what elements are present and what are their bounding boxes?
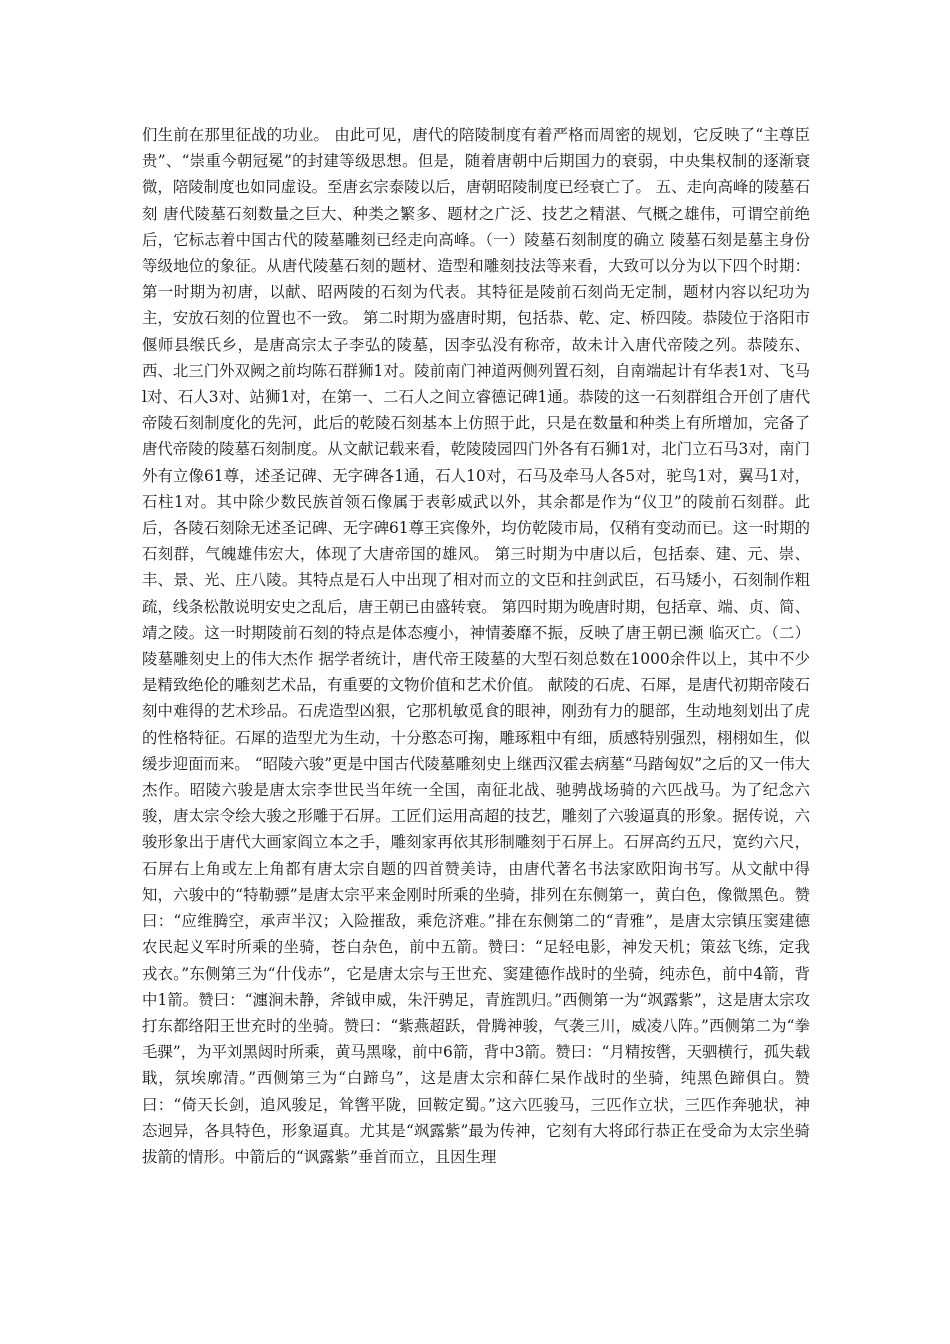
body-text: 们生前在那里征战的功业。 由此可见，唐代的陪陵制度有着严格而周密的规划，它反映了“主尊臣贵”、“崇重今朝冠冕”的封建等级思想。但是，随着唐朝中后期国力的衰弱，中央集权制的逐渐衰微，陪陵制度也如同虚设。至唐玄宗泰陵以后，唐朝昭陵制度已经衰亡了。 五、走向高峰的陵墓石刻 唐代陵墓石刻数量之巨大、种类之繁多、题材之广泛、技艺之精湛、气概之雄伟，可谓空前绝后，它标志着中国古代的陵墓雕刻已经走向高峰。（一）陵墓石刻制度的确立 陵墓石刻是墓主身份等级地位的象征。从唐代陵墓石刻的题材、造型和雕刻技法等来看，大致可以分为以下四个时期： 第一时期为初唐，以献、昭两陵的石刻为代表。其特征是陵前石刻尚无定制，题材内容以纪功为主，安放石刻的位置也不一致。 第二时期为盛唐时期，包括恭、乾、定、桥四陵。恭陵位于洛阳市偃师县缑氏乡，是唐高宗太子李弘的陵墓，因李弘没有称帝，故未计入唐代帝陵之列。恭陵东、西、北三门外双阙之前均陈石群狮1对。陵前南门神道两侧列置石刻，自南端起计有华表1对、飞马l对、石人3对、站狮1对，在第一、二石人之间立睿德记碑1通。恭陵的这一石刻群组合开创了唐代帝陵石刻制度化的先河，此后的乾陵石刻基本上仿照于此，只是在数量和种类上有所增加，完备了唐代帝陵的陵墓石刻制度。从文献记载来看，乾陵陵园四门外各有石狮1对，北门立石马3对，南门外有立像61尊，述圣记碑、无字碑各1通，石人10对，石马及牵马人各5对，驼鸟1对，翼马1对，石柱1对。其中除少数民族首领石像属于表彰威武以外，其余都是作为“仪卫”的陵前石刻群。此后，各陵石刻除无述圣记碑、无字碑61尊王宾像外，均仿乾陵市局，仅稍有变动而已。这一时期的石刻群，气魄雄伟宏大，体现了大唐帝国的雄风。 第三时期为中唐以后，包括泰、建、元、崇、丰、景、光、庄八陵。其特点是石人中出现了相对而立的文臣和拄剑武臣，石马矮小，石刻制作粗疏，线条松散说明安史之乱后，唐王朝已由盛转衰。 第四时期为晚唐时期，包括章、端、贞、简、靖之陵。这一时期陵前石刻的特点是体态瘦小，神情萎靡不振，反映了唐王朝已濒 临灭亡。（二）陵墓雕刻史上的伟大杰作 据学者统计，唐代帝王陵墓的大型石刻总数在1000余件以上，其中不少是精致绝伦的雕刻艺术品，有重要的文物价值和艺术价值。 献陵的石虎、石犀，是唐代初期帝陵石刻中难得的艺术珍品。石虎造型凶狠，它那机敏觅食的眼神，刚劲有力的腿部，生动地刻划出了虎的性格特征。石犀的造型尤为生动，十分憨态可掬，雕琢粗中有细，质感特别强烈，栩栩如生，似缓步迎面而来。 “昭陵六骏”更是中国古代陵墓雕刻史上继西汉霍去病墓“马踏匈奴”之后的又一伟大杰作。昭陵六骏是唐太宗李世民当年统一全国，南征北战、驰骋战场骑的六匹战马。为了纪念六骏，唐太宗令绘大骏之形雕于石屏。工匠们运用高超的技艺，雕刻了六骏逼真的形象。据传说，六骏形象出于唐代大画家阎立本之手，雕刻家再依其形制雕刻于石屏上。石屏高约五尺，宽约六尺，石屏右上角或左上角都有唐太宗自题的四首赞美诗，由唐代著名书法家欧阳询书写。从文献中得知，六骏中的“特勒骠”是唐太宗平来金刚时所乘的坐骑，排列在东侧第一，黄白色，像微黑色。赞曰：“应维腾空，承声半汉；入险摧敌，乘危济难。”排在东侧第二的“青雅”，是唐太宗镇压窦建德农民起义军时所乘的坐骑，苍白杂色，前中五箭。赞曰：“足轻电影，神发天机；策兹飞练，定我戎衣。”东侧第三为“什伐赤”，它是唐太宗与王世充、窦建德作战时的坐骑，纯赤色，前中4箭，背中1箭。赞曰：“瀍涧未静，斧钺申威，朱汗骋足，青旌凯归。”西侧第一为“飒露紫”，这是唐太宗攻打东都络阳王世充时的坐骑。赞曰：“紫燕超跃，骨腾神骏，气袭三川，威凌八阵。”西侧第二为“拳毛骒”，为平刘黑闼时所乘，黄马黑喙，前中6箭，背中3箭。赞曰：“月精按辔，天驷横行，孤失载戢，氛埃廓清。”西侧第三为“白蹄乌”，这是唐太宗和薛仁杲作战时的坐骑，纯黑色蹄俱白。赞曰：“倚天长剑，追风骏足，耸辔平陇，回鞍定蜀。”这六匹骏马，三匹作立状，三匹作奔驰状，神态迥异，各具特色，形象逼真。尤其是“飒露紫”最为传神，它刻有大将邱行恭正在受命为太宗坐骑拔箭的情形。中箭后的“讽露紫”垂首而立，且因生理 bbox=[142, 126, 810, 1166]
